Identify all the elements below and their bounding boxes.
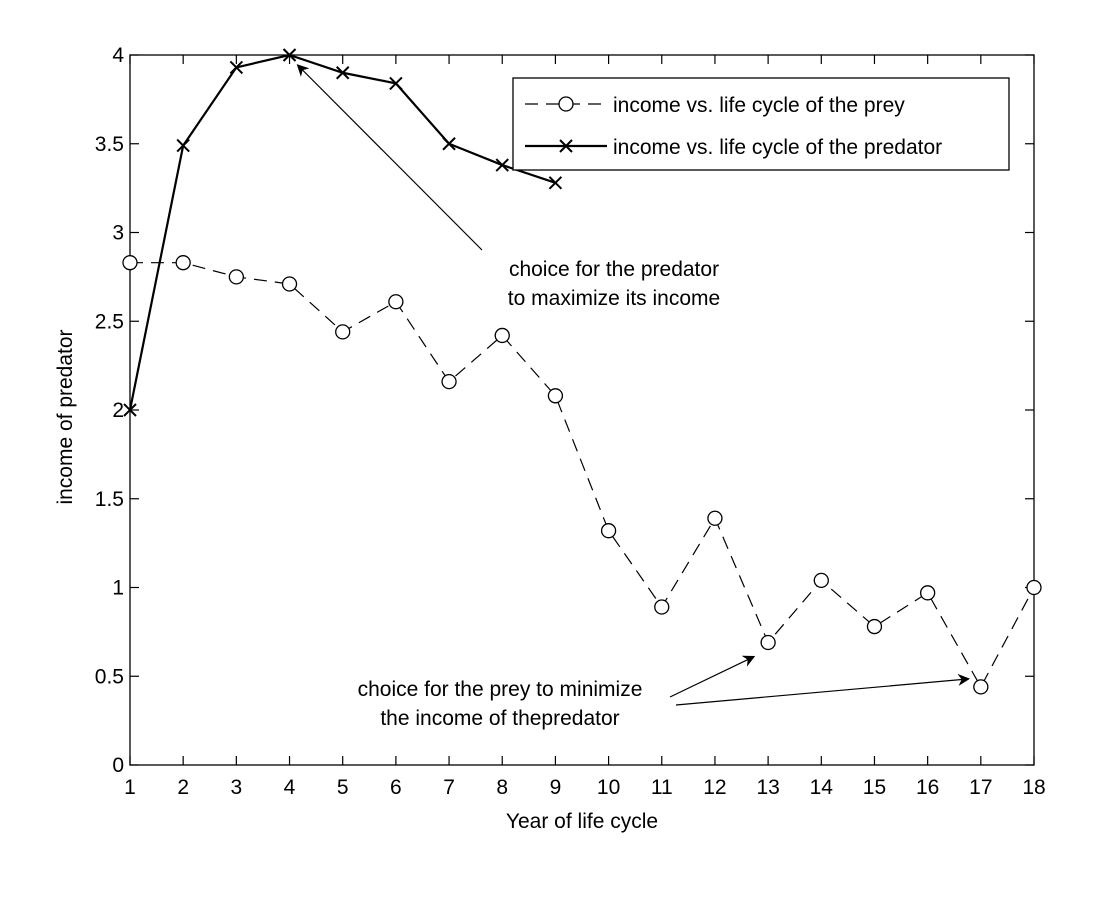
x-tick-label: 5 xyxy=(336,776,349,799)
annotation-arrow xyxy=(670,657,754,697)
x-tick-label: 13 xyxy=(756,776,780,799)
series-prey xyxy=(123,256,1041,694)
annotation-text: the income of thepredator xyxy=(380,707,620,730)
annotation-arrow xyxy=(676,679,969,705)
legend-label: income vs. life cycle of the predator xyxy=(613,136,943,159)
series-line xyxy=(130,263,1034,687)
data-point xyxy=(495,328,509,342)
legend-label: income vs. life cycle of the prey xyxy=(613,94,905,117)
data-point xyxy=(921,586,935,600)
data-point xyxy=(655,600,669,614)
data-point xyxy=(1027,581,1041,595)
x-tick-label: 3 xyxy=(230,776,243,799)
x-tick-label: 9 xyxy=(549,776,562,799)
data-point xyxy=(974,680,988,694)
y-tick-label: 0.5 xyxy=(94,665,124,689)
y-tick-label: 1 xyxy=(112,576,124,600)
x-tick-label: 7 xyxy=(443,776,455,799)
data-point xyxy=(283,277,297,291)
data-point xyxy=(229,270,243,284)
x-tick-label: 2 xyxy=(177,776,190,799)
data-point xyxy=(761,636,775,650)
data-point xyxy=(443,138,455,150)
data-point xyxy=(548,389,562,403)
series-line xyxy=(130,55,555,410)
data-point xyxy=(123,256,137,270)
y-tick-label: 2 xyxy=(112,399,124,422)
data-point xyxy=(336,325,350,339)
x-tick-label: 4 xyxy=(283,776,296,799)
y-axis-label: income of predator xyxy=(54,329,77,505)
y-tick-label: 0 xyxy=(112,754,124,777)
data-point xyxy=(442,375,456,389)
data-point xyxy=(549,177,561,189)
y-tick-label: 2.5 xyxy=(94,310,124,334)
x-tick-label: 11 xyxy=(650,776,673,799)
x-tick-label: 14 xyxy=(809,776,833,799)
x-tick-label: 8 xyxy=(496,776,509,799)
data-point xyxy=(867,620,881,634)
series-predator xyxy=(124,49,561,416)
annotation-text: to maximize its income xyxy=(507,287,721,310)
x-tick-label: 18 xyxy=(1022,776,1046,799)
x-axis-label: Year of life cycle xyxy=(505,810,659,833)
legend xyxy=(513,78,1009,170)
data-point xyxy=(602,524,616,538)
y-tick-label: 3 xyxy=(112,221,124,245)
x-tick-label: 16 xyxy=(915,776,940,799)
annotation-text: choice for the predator xyxy=(508,258,720,281)
x-tick-label: 12 xyxy=(703,776,727,799)
annotation-arrow xyxy=(298,65,482,250)
x-tick-label: 6 xyxy=(390,776,402,799)
y-tick-label: 1.5 xyxy=(94,487,124,511)
legend-marker xyxy=(559,97,573,111)
y-tick-label: 3.5 xyxy=(94,132,124,156)
x-tick-label: 15 xyxy=(862,776,887,799)
annotation xyxy=(358,657,969,730)
x-tick-label: 17 xyxy=(969,776,993,799)
data-point xyxy=(496,159,508,171)
x-tick-label: 1 xyxy=(124,776,136,799)
x-tick-label: 10 xyxy=(596,776,621,799)
annotation-text: choice for the prey to minimize xyxy=(357,678,643,701)
data-point xyxy=(814,573,828,587)
data-point xyxy=(176,256,190,270)
data-point xyxy=(389,295,403,309)
data-point xyxy=(708,511,722,525)
y-tick-label: 4 xyxy=(112,44,124,67)
